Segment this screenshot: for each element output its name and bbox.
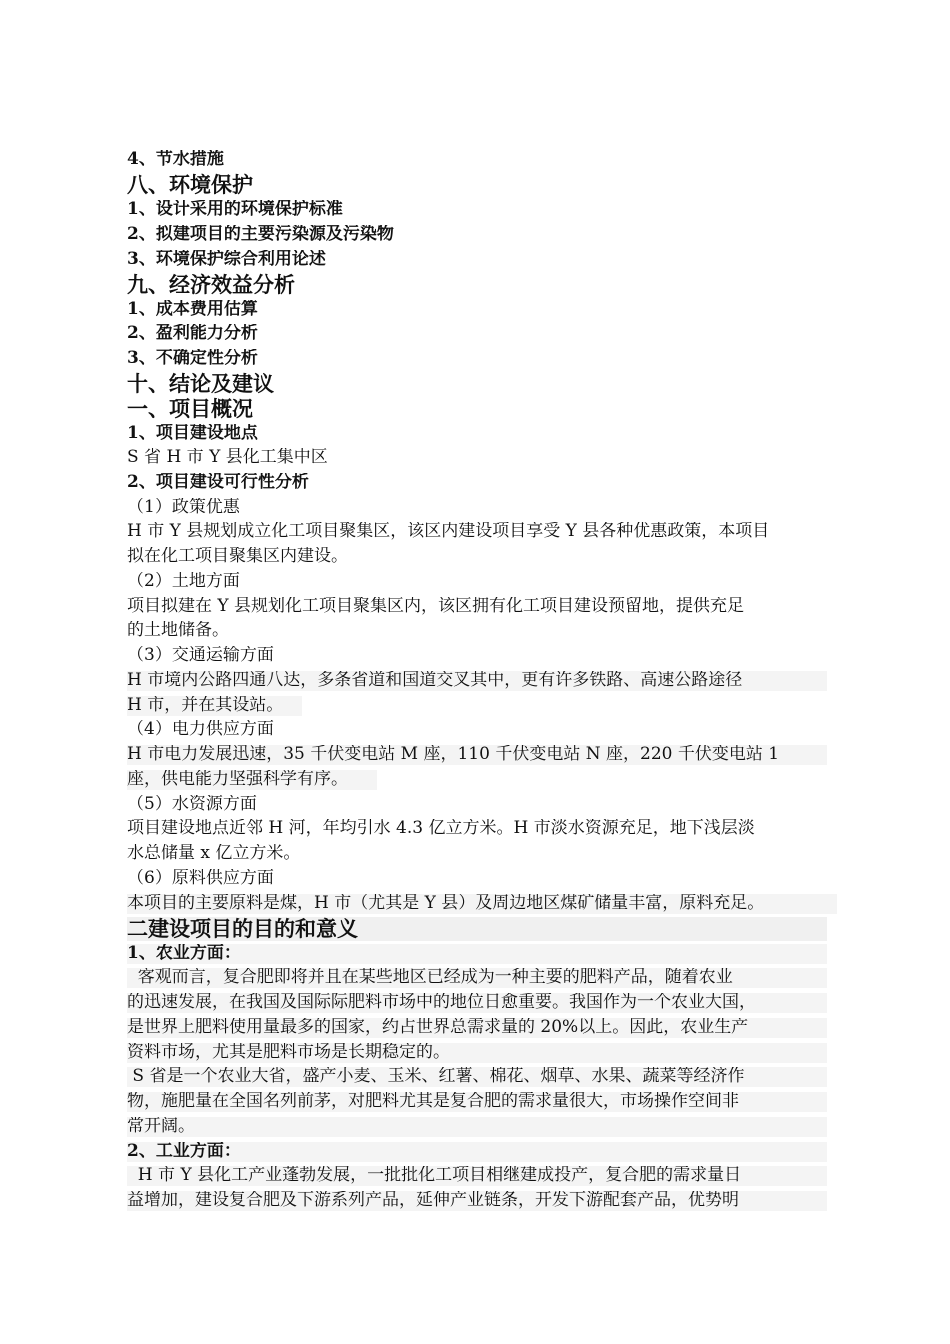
paragraph-line: H 市，并在其设站。 [127, 696, 302, 716]
paragraph-line: 常开阔。 [127, 1117, 827, 1137]
section-heading: 一、项目概况 [127, 397, 253, 421]
paragraph-line: H 市电力发展迅速，35 千伏变电站 M 座，110 千伏变电站 N 座，220 千伏变电站 1 [127, 745, 827, 765]
subheading: 3、不确定性分析 [127, 349, 258, 368]
paragraph-line: 本项目的主要原料是煤，H 市（尤其是 Y 县）及周边地区煤矿储量丰富，原料充足。 [127, 894, 837, 914]
paragraph-line: 的土地储备。 [127, 621, 229, 640]
subheading: 2、拟建项目的主要污染源及污染物 [127, 225, 394, 244]
paragraph-line: 物，施肥量在全国名列前茅，对肥料尤其是复合肥的需求量很大，市场操作空间非 [127, 1092, 827, 1112]
paragraph-line: H 市境内公路四通八达，多条省道和国道交叉其中，更有许多铁路、高速公路途径 [127, 671, 827, 691]
paragraph-line: 水总储量 x 亿立方米。 [127, 844, 301, 863]
paragraph-line: （2）土地方面 [127, 572, 240, 591]
paragraph-line: 是世界上肥料使用量最多的国家，约占世界总需求量的 20%以上。因此，农业生产 [127, 1018, 827, 1038]
subheading: 1、项目建设地点 [127, 424, 258, 443]
subheading: 2、工业方面： [127, 1142, 827, 1162]
subheading: 1、农业方面： [127, 944, 827, 964]
paragraph-line: （3）交通运输方面 [127, 646, 274, 665]
section-heading: 九、经济效益分析 [127, 273, 295, 297]
subheading: 1、成本费用估算 [127, 300, 258, 319]
paragraph-line: （5）水资源方面 [127, 795, 257, 814]
paragraph-line: H 市 Y 县化工产业蓬勃发展，一批批化工项目相继建成投产，复合肥的需求量日 [127, 1166, 827, 1186]
section-heading: 二建设项目的目的和意义 [127, 917, 827, 941]
paragraph-line: 项目拟建在 Y 县规划化工项目聚集区内，该区拥有化工项目建设预留地，提供充足 [127, 597, 745, 616]
subheading: 3、环境保护综合利用论述 [127, 250, 326, 269]
paragraph-line: 的迅速发展，在我国及国际际肥料市场中的地位日愈重要。我国作为一个农业大国， [127, 993, 827, 1013]
paragraph-line: （4）电力供应方面 [127, 720, 274, 739]
paragraph-line: 拟在化工项目聚集区内建设。 [127, 547, 348, 566]
subheading: 4、节水措施 [127, 150, 224, 169]
paragraph-line: H 市 Y 县规划成立化工项目聚集区，该区内建设项目享受 Y 县各种优惠政策，本项目 [127, 522, 770, 541]
paragraph-line: S 省是一个农业大省，盛产小麦、玉米、红薯、棉花、烟草、水果、蔬菜等经济作 [127, 1067, 827, 1087]
paragraph-line: 项目建设地点近邻 H 河，年均引水 4.3 亿立方米。H 市淡水资源充足，地下浅层淡 [127, 819, 755, 838]
section-heading: 八、环境保护 [127, 173, 253, 197]
subheading: 2、项目建设可行性分析 [127, 473, 309, 492]
section-heading: 十、结论及建议 [127, 372, 274, 396]
paragraph-line: 客观而言，复合肥即将并且在某些地区已经成为一种主要的肥料产品，随着农业 [127, 968, 827, 988]
subheading: 2、盈利能力分析 [127, 324, 258, 343]
paragraph-line: S 省 H 市 Y 县化工集中区 [127, 448, 328, 467]
paragraph-line: 益增加，建设复合肥及下游系列产品，延伸产业链条，开发下游配套产品，优势明 [127, 1191, 827, 1211]
paragraph-line: （6）原料供应方面 [127, 869, 274, 888]
paragraph-line: 座，供电能力坚强科学有序。 [127, 770, 377, 790]
subheading: 1、设计采用的环境保护标准 [127, 200, 343, 219]
paragraph-line: 资料市场，尤其是肥料市场是长期稳定的。 [127, 1043, 827, 1063]
paragraph-line: （1）政策优惠 [127, 498, 240, 517]
